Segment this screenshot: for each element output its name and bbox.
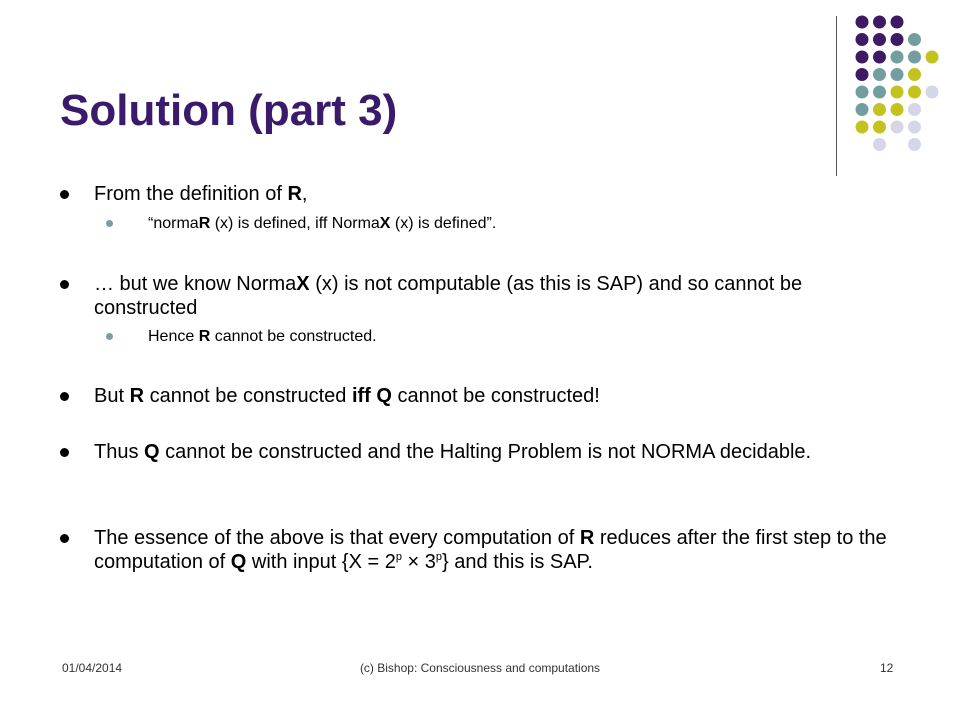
decor-dot (856, 103, 869, 116)
bullet-definition: From the definition of R, (94, 182, 894, 206)
decor-dot (873, 51, 886, 64)
slide-title: Solution (part 3) (60, 86, 398, 135)
decor-dot (873, 16, 886, 29)
decor-dot (891, 103, 904, 116)
decor-dot (856, 86, 869, 99)
footer-page-number: 12 (880, 661, 894, 675)
bullet-iff: But R cannot be constructed iff Q cannot be constructed! (94, 384, 894, 408)
decor-dot (908, 103, 921, 116)
decor-dot (873, 138, 886, 151)
bullet-essence: The essence of the above is that every computation of R reduces after the first step to the computation of Q with input $\{X = 2^p \times 3^p\}$ and this is SAP. (94, 526, 894, 574)
decor-dot (873, 86, 886, 99)
decor-dot (856, 16, 869, 29)
decor-dot (891, 86, 904, 99)
decor-dot (891, 121, 904, 134)
decor-dot (908, 33, 921, 46)
decor-dot (873, 103, 886, 116)
decor-dot (856, 121, 869, 134)
decor-dot (891, 33, 904, 46)
decor-dot (908, 51, 921, 64)
decor-dot (873, 121, 886, 134)
decor-dot (873, 68, 886, 81)
sub-bullet-hence-r: Hence R cannot be constructed. (148, 327, 888, 347)
decor-dot (891, 16, 904, 29)
bullet-not-computable: … but we know NormaX (x) is not computable (as this is SAP) and so cannot be constructed (94, 272, 894, 320)
decor-dot (891, 68, 904, 81)
decor-dot (873, 33, 886, 46)
bullet-halting: Thus Q cannot be constructed and the Halting Problem is not NORMA decidable. (94, 440, 894, 464)
decor-dot (891, 51, 904, 64)
decor-dot (926, 86, 939, 99)
decor-dot (856, 33, 869, 46)
decor-dot (856, 51, 869, 64)
footer-title: (c) Bishop: Consciousness and computations (359, 661, 601, 675)
decor-dot (856, 68, 869, 81)
decor-dot (908, 138, 921, 151)
decor-dot (908, 68, 921, 81)
footer-date: 01/04/2014 (62, 661, 123, 675)
decor-dot (908, 121, 921, 134)
sub-bullet-norma-defined: “normaR (x) is defined, iff NormaX (x) is defined”. (148, 214, 888, 234)
decor-dot (926, 51, 939, 64)
decor-dot (908, 86, 921, 99)
